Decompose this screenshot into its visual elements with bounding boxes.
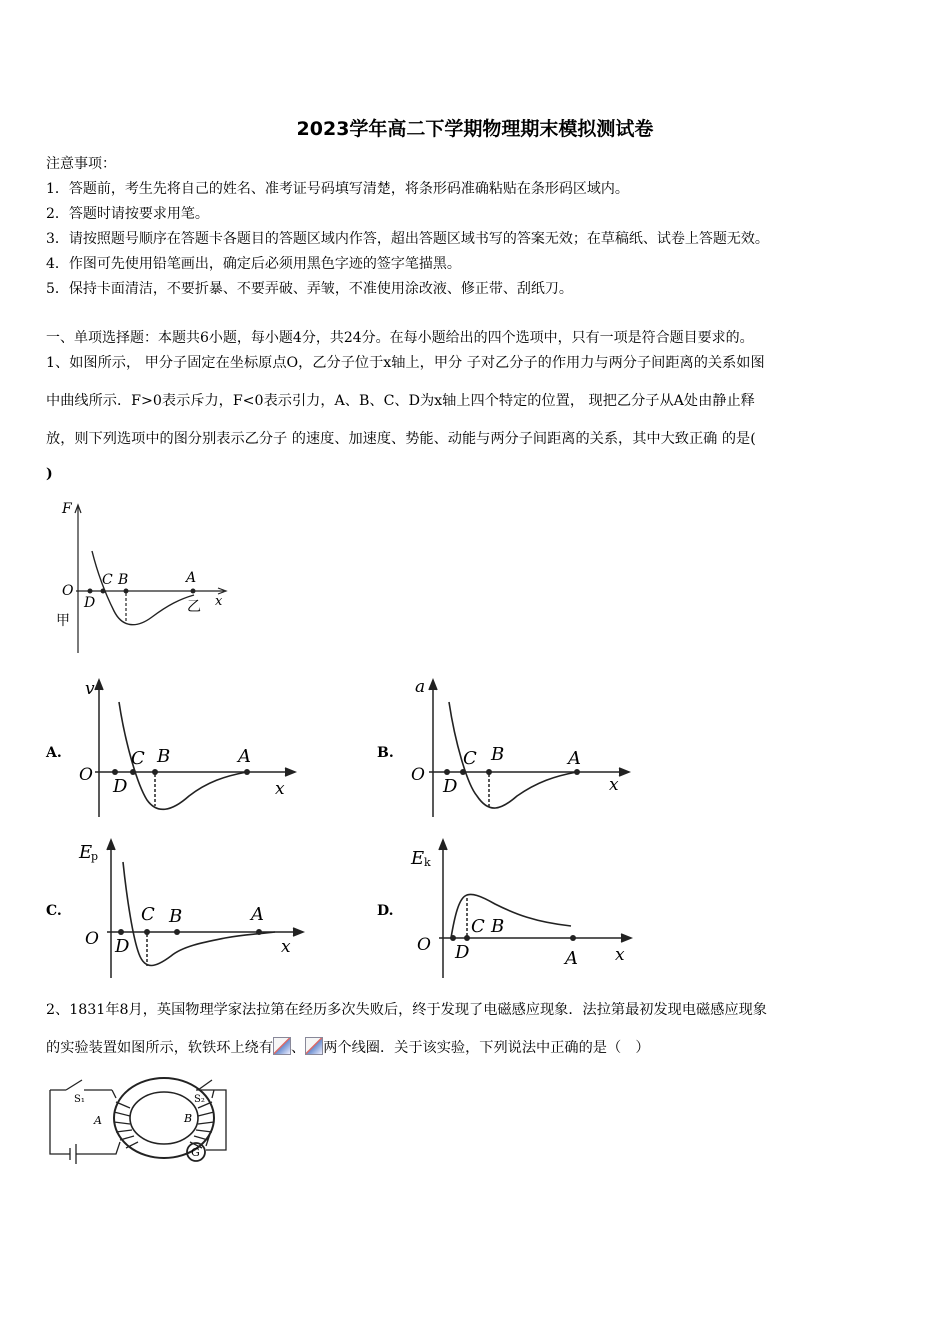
- force-distance-graph: [48, 495, 238, 660]
- option-axis-label: a: [415, 677, 426, 697]
- coil-a-label: A: [94, 1114, 102, 1127]
- option-origin-label: O: [79, 765, 93, 785]
- graph-origin-label: O: [62, 583, 74, 599]
- question-1-text: 放，则下列选项中的图分别表示乙分子 的速度、加速度、势能、动能与两分子间距离的关系，其中大致正确 的是(: [46, 431, 756, 447]
- option-label-b: B.: [377, 745, 394, 761]
- option-d-graph: [405, 834, 640, 980]
- switch-2-label: S₂: [194, 1094, 205, 1105]
- option-point-label: D: [113, 776, 128, 797]
- option-point-label: D: [115, 936, 130, 957]
- option-point-label: C: [463, 748, 477, 769]
- switch-1-label: S₁: [74, 1094, 85, 1105]
- option-point-label: A: [238, 746, 251, 767]
- option-point-label: C: [141, 904, 155, 925]
- galvanometer-label: G: [191, 1146, 200, 1159]
- option-c-graph: [75, 834, 310, 980]
- option-axis-subscript: p: [91, 850, 99, 863]
- option-point-label: B: [169, 906, 183, 927]
- option-point-label: B: [491, 744, 505, 765]
- note-item: 2．答题时请按要求用笔。: [46, 206, 209, 222]
- option-a-graph: [75, 672, 305, 822]
- separator: 、: [291, 1040, 306, 1056]
- option-b-graph: [405, 672, 635, 822]
- graph-point-label: D: [84, 595, 96, 611]
- coil-b-label: B: [184, 1112, 193, 1125]
- note-item: 4．作图可先使用铅笔画出，确定后必须用黑色字迹的签字笔描黑。: [46, 256, 461, 272]
- option-axis-label: x: [609, 775, 619, 795]
- graph-point-label: A: [186, 570, 197, 586]
- option-origin-label: O: [85, 929, 99, 949]
- option-point-label: C: [471, 916, 485, 937]
- graph-axis-label: F: [62, 501, 72, 517]
- option-label-d: D.: [377, 903, 394, 919]
- graph-point-label: C: [102, 572, 113, 588]
- section-heading: 一、单项选择题：本题共6小题，每小题4分，共24分。在每小题给出的四个选项中，只有一项是符合题目要求的。: [46, 330, 754, 346]
- option-origin-label: O: [411, 765, 425, 785]
- question-1-text: 中曲线所示．F>0表示斥力，F<0表示引力，A、B、C、D为x轴上四个特定的位置， 现把乙分子从A处由静止释: [46, 393, 755, 409]
- option-axis-label: E: [411, 848, 425, 869]
- coil-b-image-icon: [305, 1037, 323, 1055]
- option-axis-label: x: [275, 779, 285, 799]
- notes-heading: 注意事项：: [46, 156, 116, 172]
- note-item: 3．请按照题号顺序在答题卡各题目的答题区域内作答，超出答题区域书写的答案无效；在草稿纸、试卷上答题无效。: [46, 231, 769, 247]
- option-point-label: A: [251, 904, 264, 925]
- option-point-label: D: [455, 942, 470, 963]
- note-item: 5．保持卡面清洁，不要折暴、不要弄破、弄皱，不准使用涂改液、修正带、刮纸刀。: [46, 281, 573, 297]
- option-label-a: A.: [46, 745, 62, 761]
- graph-axis-label: x: [215, 594, 223, 609]
- faraday-ring-apparatus: [46, 1068, 231, 1176]
- option-point-label: B: [491, 916, 505, 937]
- option-axis-subscript: k: [424, 856, 431, 869]
- option-point-label: D: [443, 776, 458, 797]
- graph-point-label: B: [118, 572, 129, 588]
- note-item: 1．答题前，考生先将自己的姓名、准考证号码填写清楚，将条形码准确粘贴在条形码区域内。: [46, 181, 629, 197]
- option-point-label: B: [157, 746, 171, 767]
- page-title: 2023学年高二下学期物理期末模拟测试卷: [296, 118, 654, 140]
- option-axis-label: x: [615, 945, 625, 965]
- option-axis-label: x: [281, 937, 291, 957]
- question-2-text: [46, 1037, 650, 1057]
- moving-molecule-label: 乙: [187, 599, 201, 615]
- question-2-text-part: 的实验装置如图所示，软铁环上绕有: [46, 1040, 274, 1056]
- option-point-label: C: [131, 748, 145, 769]
- fixed-molecule-label: 甲: [56, 613, 70, 629]
- question-1-text: 1、如图所示， 甲分子固定在坐标原点O，乙分子位于x轴上，甲分 子对乙分子的作用力与两分子间距离的关系如图: [46, 355, 765, 371]
- question-2-text-part: 两个线圈．关于该实验，下列说法中正确的是（ ）: [323, 1040, 650, 1056]
- option-axis-label: E: [79, 842, 93, 863]
- question-2-text: 2、1831年8月，英国物理学家法拉第在经历多次失败后，终于发现了电磁感应现象．法拉第最初发现电磁感应现象: [46, 1002, 767, 1018]
- option-point-label: A: [565, 948, 578, 969]
- option-origin-label: O: [417, 935, 431, 955]
- option-label-c: C.: [46, 903, 62, 919]
- option-axis-label: v: [85, 679, 95, 699]
- question-1-text: ): [46, 466, 53, 482]
- option-point-label: A: [568, 748, 581, 769]
- coil-a-image-icon: [273, 1037, 291, 1055]
